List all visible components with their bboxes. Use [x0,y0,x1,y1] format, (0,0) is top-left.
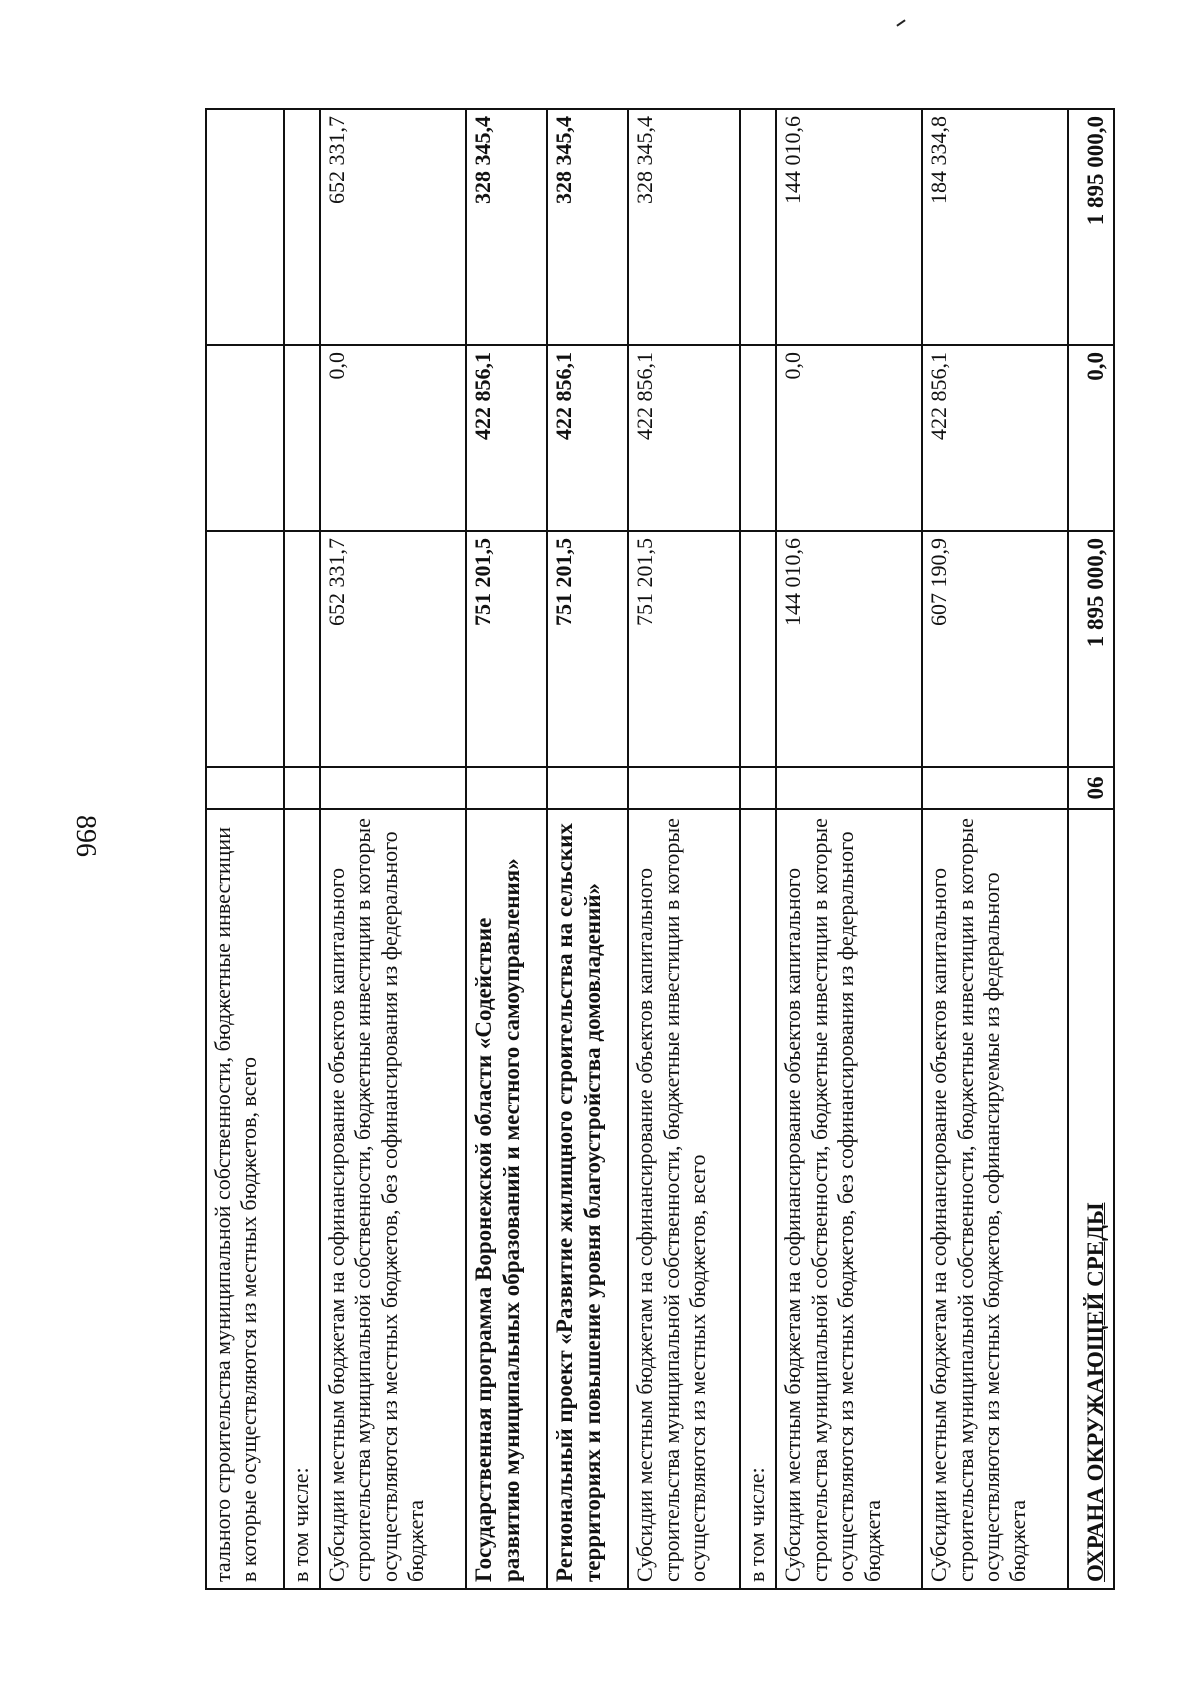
row-total: 751 201,5 [628,531,740,767]
table-row [466,109,547,1589]
row-code [206,767,284,809]
table-row [284,109,320,1589]
row-title: Субсидии местным бюджетам на софинансирование объектов капитального строительства муниципальной собственности, бюджетные инвестиции в которые осуществляются из местных бюджетов, всего [628,809,740,1589]
row-col2 [740,345,776,531]
table-row [922,109,1068,1589]
row-code [922,767,1068,809]
row-col2: 0,0 [320,345,466,531]
row-title: в том числе: [740,809,776,1589]
row-col3: 652 331,7 [320,109,466,345]
row-title: в том числе: [284,809,320,1589]
row-col3 [284,109,320,345]
table-row [776,109,922,1589]
row-total [740,531,776,767]
row-col2: 422 856,1 [922,345,1068,531]
row-col2: 0,0 [776,345,922,531]
row-total: 144 010,6 [776,531,922,767]
row-col3: 184 334,8 [922,109,1068,345]
row-col3 [206,109,284,345]
rotated-table-frame [205,110,1115,1590]
row-title: Субсидии местным бюджетам на софинансирование объектов капитального строительства муниципальной собственности, бюджетные инвестиции в которые осуществляются из местных бюджетов, без софинансирования из федерального бюджета [320,809,466,1589]
table-row [320,109,466,1589]
row-code [628,767,740,809]
row-code [740,767,776,809]
page-number: 896 [70,815,101,857]
row-col2: 422 856,1 [547,345,628,531]
row-total: 607 190,9 [922,531,1068,767]
row-title: Субсидии местным бюджетам на софинансирование объектов капитального строительства муниципальной собственности, бюджетные инвестиции в которые осуществляются из местных бюджетов, софинансируемые из федерального бюджета [922,809,1068,1589]
table-row [547,109,628,1589]
row-title: Субсидии местным бюджетам на софинансирование объектов капитального строительства муниципальной собственности, бюджетные инвестиции в которые осуществляются из местных бюджетов, без софинансирования из федерального бюджета [776,809,922,1589]
row-title: Государственная программа Воронежской области «Содействие развитию муниципальных образований и местного самоуправления» [466,809,547,1589]
row-title: Региональный проект «Развитие жилищного строительства на сельских территориях и повышение уровня благоустройства домовладений» [547,809,628,1589]
row-col3: 328 345,4 [466,109,547,345]
table-row [740,109,776,1589]
row-total [206,531,284,767]
row-total: 1 895 000,0 [1068,531,1114,767]
row-title: ОХРАНА ОКРУЖАЮЩЕЙ СРЕДЫ [1068,809,1114,1589]
row-col3: 144 010,6 [776,109,922,345]
row-col3: 328 345,4 [547,109,628,345]
table-row [628,109,740,1589]
row-col2: 422 856,1 [628,345,740,531]
row-col2 [206,345,284,531]
row-code [284,767,320,809]
row-col3: 328 345,4 [628,109,740,345]
row-total: 751 201,5 [547,531,628,767]
table-row [206,109,284,1589]
row-code [466,767,547,809]
row-col2: 0,0 [1068,345,1114,531]
row-code [320,767,466,809]
budget-table [205,108,1115,1590]
row-title: тального строительства муниципальной собственности, бюджетные инвестиции в которые осуществляются из местных бюджетов, всего [206,809,284,1589]
row-total: 652 331,7 [320,531,466,767]
row-col2: 422 856,1 [466,345,547,531]
table-row [1068,109,1114,1589]
row-col3: 1 895 000,0 [1068,109,1114,345]
row-code: 06 [1068,767,1114,809]
row-col2 [284,345,320,531]
row-total: 751 201,5 [466,531,547,767]
row-code [776,767,922,809]
row-code [547,767,628,809]
row-col3 [740,109,776,345]
row-total [284,531,320,767]
scan-speck [896,19,905,26]
